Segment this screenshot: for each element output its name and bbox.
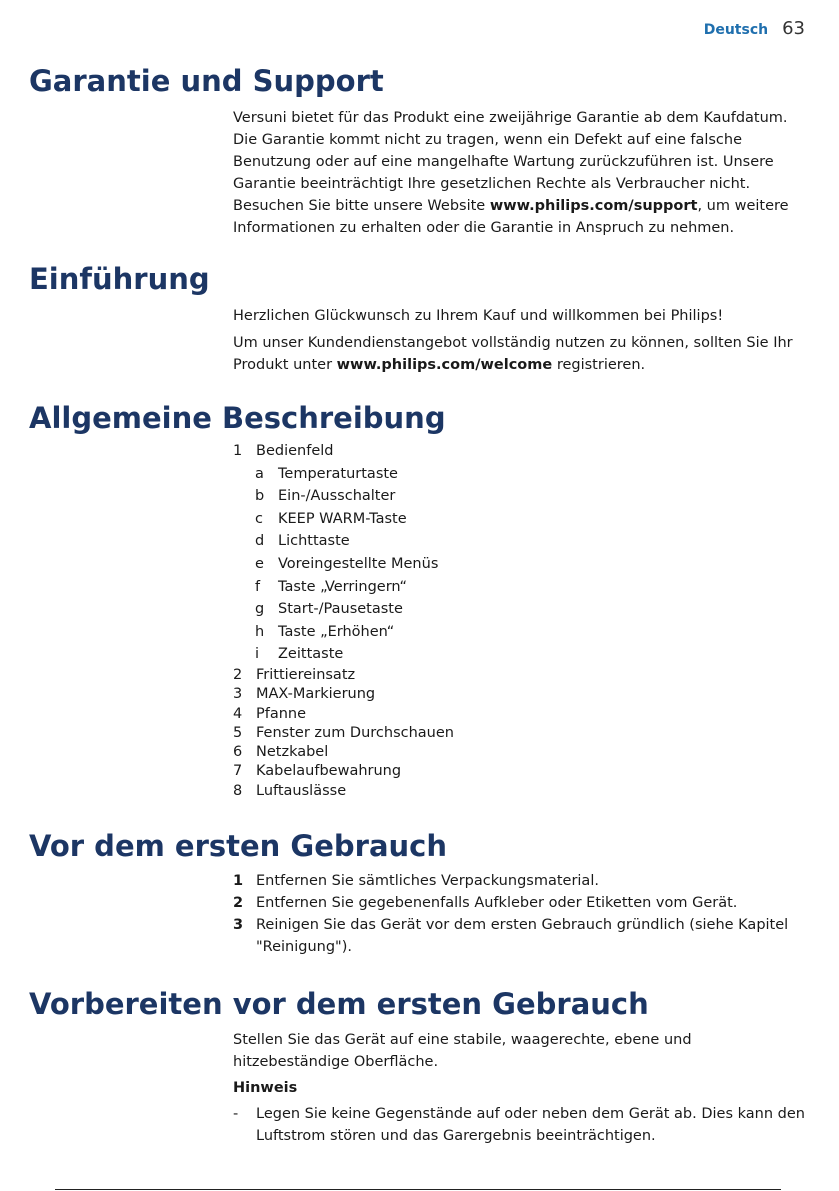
footer-rule	[55, 1189, 781, 1190]
control-panel-sublist	[233, 463, 805, 666]
sub-list-item: e Voreingestellte Menüs	[255, 555, 439, 572]
page-number: 63	[782, 18, 805, 39]
list-item: 5 Fenster zum Durchschauen	[233, 724, 454, 741]
warranty-text: Versuni bietet für das Produkt eine zweijährige Garantie ab dem Kaufdatum. Die Garantie kommt nicht zu tragen, wenn ein Defekt auf eine falsche Benutzung oder auf eine mangelhafte Wartung zurückzuführen ist. Unsere Garantie beeinträchtigt Ihre gesetzlichen Rechte als Verbraucher nicht. Besuchen Sie bitte unsere Website www.philips.com/support, um weitere Informationen zu erhalten oder die Garantie in Anspruch zu nehmen.	[233, 110, 789, 236]
note-item: - Legen Sie keine Gegenstände auf oder neben dem Gerät ab. Dies kann den Luftstrom stören und das Garergebnis beeinträchtigen.	[233, 1106, 805, 1144]
list-item: 6 Netzkabel	[233, 744, 329, 761]
list-item: 4 Pfanne	[233, 705, 307, 722]
section-title-prepare: Vorbereiten vor dem ersten Gebrauch	[29, 987, 649, 1021]
sub-list-item: d Lichttaste	[255, 533, 350, 550]
list-item: 7 Kabelaufbewahrung	[233, 763, 402, 780]
step-item: 2 Entfernen Sie gegebenenfalls Aufkleber oder Etiketten vom Gerät.	[233, 895, 738, 911]
sub-list-item: b Ein-/Ausschalter	[255, 488, 396, 505]
sub-list-item: f Taste „Verringern“	[255, 578, 408, 595]
language-label: Deutsch	[703, 22, 769, 38]
section-title-intro: Einführung	[29, 262, 210, 296]
welcome-link[interactable]: www.philips.com/welcome	[336, 357, 553, 373]
section-title-warranty: Garantie und Support	[29, 64, 384, 98]
list-item: 2 Frittiereinsatz	[233, 666, 356, 683]
page-header	[704, 18, 805, 39]
intro-text: Herzlichen Glückwunsch zu Ihrem Kauf und willkommen bei Philips! Um unser Kundendienstangebot vollständig nutzen zu können, sollten Sie Ihr Produkt unter www.philips.com/welcome registrieren.	[233, 308, 793, 373]
sub-list-item: c KEEP WARM-Taste	[255, 510, 407, 527]
sub-list-item: a Temperaturtaste	[255, 465, 398, 482]
section-title-first-use: Vor dem ersten Gebrauch	[29, 829, 448, 863]
list-item: 1 Bedienfeld	[233, 443, 334, 459]
list-item: 3 MAX-Markierung	[233, 686, 376, 703]
sub-list-item: g Start-/Pausetaste	[255, 601, 403, 618]
note-label: Hinweis	[233, 1080, 298, 1096]
sub-list-item: h Taste „Erhöhen“	[255, 623, 395, 640]
step-item: 1 Entfernen Sie sämtliches Verpackungsmaterial.	[233, 873, 599, 889]
list-item: 8 Luftauslässe	[233, 782, 347, 799]
section-title-description: Allgemeine Beschreibung	[29, 401, 446, 435]
sub-list-item: i Zeittaste	[255, 646, 344, 663]
step-item: 3 Reinigen Sie das Gerät vor dem ersten Gebrauch gründlich (siehe Kapitel "Reinigung").	[233, 917, 789, 955]
first-use-steps	[233, 870, 805, 958]
prepare-text: Stellen Sie das Gerät auf eine stabile, waagerechte, ebene und hitzebeständige Oberfläche. Hinweis - Legen Sie keine Gegenstände auf oder neben dem Gerät ab. Dies kann den Luftstrom stören und das Garergebnis beeinträchtigen.	[233, 1029, 805, 1147]
component-list	[233, 440, 805, 801]
support-link[interactable]: www.philips.com/support	[489, 198, 698, 214]
component-items	[233, 666, 805, 801]
